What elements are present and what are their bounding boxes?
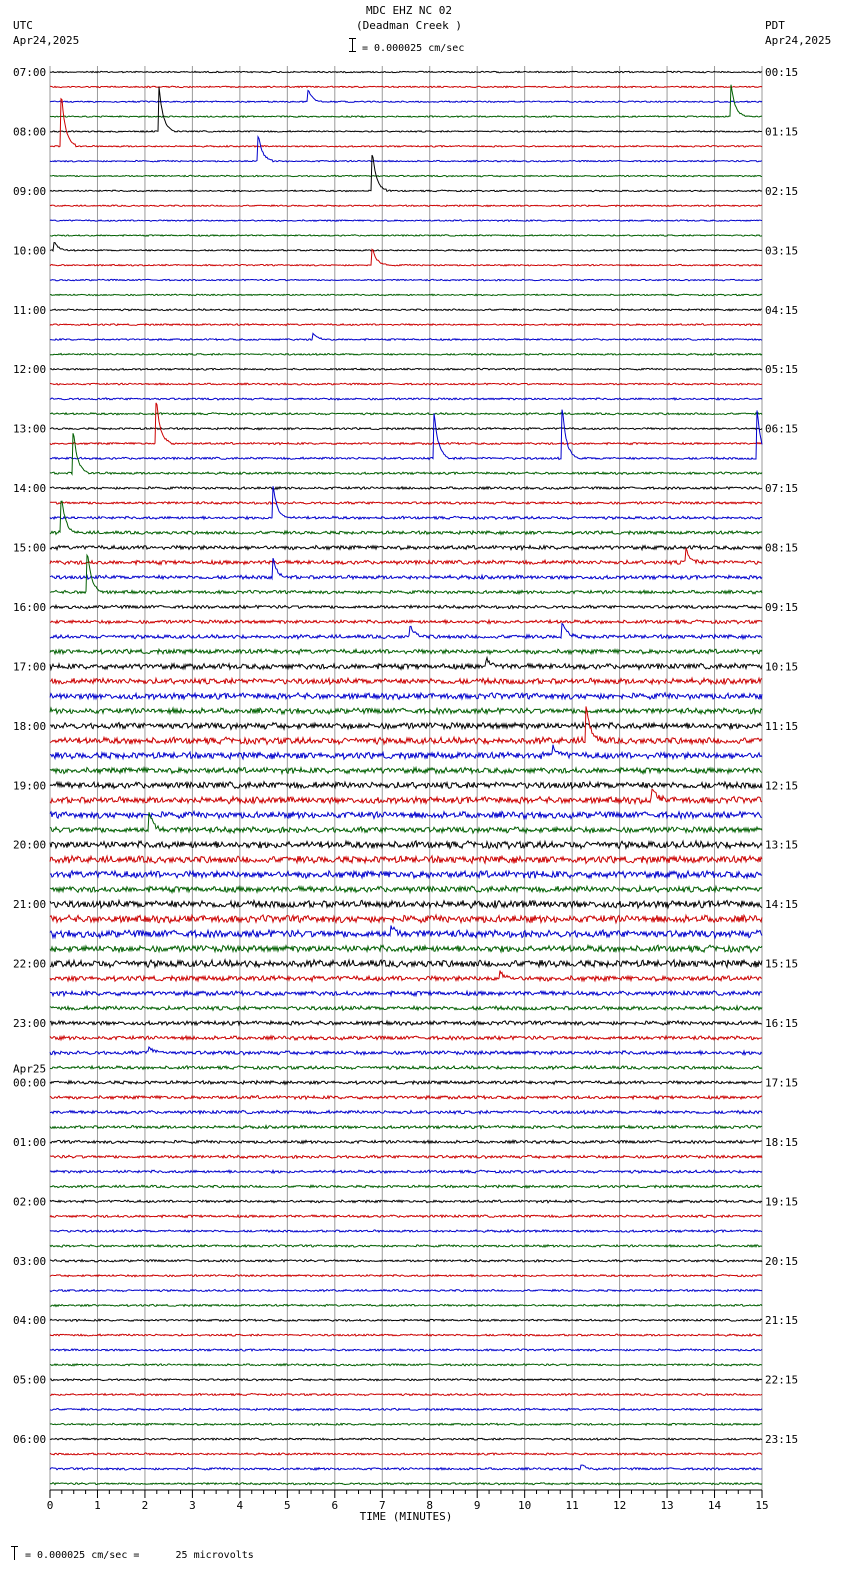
utc-hour-label: 09:00	[13, 184, 47, 198]
trace-row	[50, 294, 762, 296]
trace-row	[50, 658, 762, 670]
x-tick-label: 5	[284, 1499, 291, 1512]
trace-row	[50, 624, 762, 639]
trace-row	[50, 1230, 762, 1232]
trace-row	[50, 1170, 762, 1173]
trace-row	[50, 745, 762, 759]
trace-row	[50, 137, 762, 162]
utc-hour-label: 16:00	[13, 600, 47, 614]
trace-row	[50, 85, 762, 118]
trace-row	[50, 1140, 762, 1143]
trace-row	[50, 1349, 762, 1351]
footer-scale-label: = 0.000025 cm/sec = 25 microvolts	[25, 1550, 254, 1561]
trace-row	[50, 991, 762, 996]
trace-row	[50, 433, 762, 474]
trace-row	[50, 678, 762, 684]
pdt-hour-label: 11:15	[765, 719, 799, 733]
trace-row	[50, 620, 762, 624]
trace-row	[50, 1408, 762, 1410]
pdt-hour-label: 09:15	[765, 600, 799, 614]
pdt-hour-label: 18:15	[765, 1135, 799, 1149]
footer-scale-bar-cap	[11, 1546, 18, 1547]
trace-row	[50, 155, 762, 192]
x-tick-label: 12	[612, 1499, 627, 1512]
trace-row	[50, 548, 762, 564]
trace-row	[50, 871, 762, 878]
trace-row	[50, 782, 762, 789]
right-date: Apr24,2025	[765, 34, 832, 47]
pdt-hour-label: 08:15	[765, 541, 799, 555]
trace-row	[50, 410, 762, 460]
trace-row	[50, 915, 762, 923]
pdt-hour-label: 20:15	[765, 1254, 799, 1268]
trace-row	[50, 1393, 762, 1395]
trace-row	[50, 90, 762, 102]
pdt-hour-label: 05:15	[765, 363, 799, 377]
x-tick-label: 6	[331, 1499, 339, 1512]
trace-row	[50, 249, 762, 266]
trace-row	[50, 545, 762, 549]
utc-hour-label: 19:00	[13, 779, 47, 793]
pdt-hour-label: 03:15	[765, 244, 799, 258]
x-tick-label: 7	[378, 1499, 386, 1512]
trace-row	[50, 1110, 762, 1113]
trace-row	[50, 1006, 762, 1010]
trace-row	[50, 383, 762, 385]
scale-label: = 0.000025 cm/sec	[362, 43, 465, 54]
pdt-hour-label: 16:15	[765, 1017, 799, 1031]
footer-scale-bar-icon	[14, 1546, 15, 1560]
utc-hour-label: 14:00	[13, 482, 47, 496]
trace-row	[50, 1275, 762, 1277]
trace-row	[50, 1423, 762, 1425]
trace-row	[50, 1047, 762, 1055]
pdt-hour-label: 17:15	[765, 1076, 799, 1090]
pdt-hour-label: 01:15	[765, 125, 799, 139]
pdt-hour-label: 00:15	[765, 66, 799, 79]
trace-row	[50, 1155, 762, 1158]
trace-row	[50, 841, 762, 849]
utc-hour-label: 22:00	[13, 957, 47, 971]
trace-row	[50, 971, 762, 982]
utc-hour-label: 04:00	[13, 1314, 47, 1328]
trace-row	[50, 487, 762, 490]
utc-hour-label: 11:00	[13, 303, 47, 317]
pdt-hour-label: 13:15	[765, 838, 799, 852]
trace-row	[50, 99, 762, 147]
trace-row	[50, 368, 762, 370]
trace-row	[50, 398, 762, 400]
trace-row	[50, 1215, 762, 1218]
trace-row	[50, 1379, 762, 1381]
utc-hour-label: 07:00	[13, 66, 47, 79]
trace-row	[50, 768, 762, 774]
utc-hour-label: 10:00	[13, 244, 47, 258]
trace-row	[50, 811, 762, 818]
trace-row	[50, 789, 762, 803]
utc-hour-label: 21:00	[13, 898, 47, 912]
x-tick-label: 9	[473, 1499, 481, 1512]
trace-row	[50, 428, 762, 430]
trace-row	[50, 925, 762, 937]
utc-hour-label: 17:00	[13, 660, 47, 674]
x-tick-label: 3	[189, 1499, 196, 1512]
utc-hour-label: 01:00	[13, 1135, 47, 1149]
trace-row	[50, 502, 762, 505]
pdt-hour-label: 10:15	[765, 660, 799, 674]
trace-row	[50, 1021, 762, 1025]
trace-rows	[50, 71, 762, 1485]
x-axis-title: TIME (MINUTES)	[359, 1510, 453, 1523]
trace-row	[50, 86, 762, 88]
trace-row	[50, 856, 762, 864]
utc-hour-label: 23:00	[13, 1017, 47, 1031]
pdt-hour-label: 14:15	[765, 898, 799, 912]
trace-row	[50, 900, 762, 908]
x-tick-label: 4	[236, 1499, 244, 1512]
utc-hour-label: 00:00	[13, 1076, 47, 1090]
x-tick-label: 0	[46, 1499, 54, 1512]
x-tick-label: 14	[707, 1499, 722, 1512]
trace-row	[50, 1260, 762, 1262]
pdt-hour-label: 21:15	[765, 1314, 799, 1328]
utc-hour-label: 12:00	[13, 363, 47, 377]
pdt-hour-label: 22:15	[765, 1373, 799, 1387]
pdt-hour-label: 02:15	[765, 184, 799, 198]
trace-row	[50, 220, 762, 222]
trace-row	[50, 1081, 762, 1084]
utc-hour-label: 05:00	[13, 1373, 47, 1387]
trace-row	[50, 1289, 762, 1291]
trace-row	[50, 1096, 762, 1099]
trace-row	[50, 945, 762, 952]
pdt-hour-label: 19:15	[765, 1195, 799, 1209]
trace-row	[50, 1483, 762, 1485]
utc-hour-label: 03:00	[13, 1254, 47, 1268]
trace-row	[50, 649, 762, 654]
x-tick-label: 13	[660, 1499, 674, 1512]
x-tick-label: 2	[141, 1499, 149, 1512]
trace-row	[50, 1453, 762, 1455]
trace-row	[50, 324, 762, 326]
pdt-hour-label: 06:15	[765, 422, 799, 436]
trace-row	[50, 309, 762, 311]
trace-row	[50, 1438, 762, 1440]
utc-hour-label: 08:00	[13, 125, 47, 139]
trace-row	[50, 353, 762, 355]
pdt-hour-label: 15:15	[765, 957, 799, 971]
trace-row	[50, 1319, 762, 1321]
trace-row	[50, 1465, 762, 1470]
utc-hour-label: 18:00	[13, 719, 47, 733]
trace-row	[50, 708, 762, 714]
left-timezone: UTC	[13, 19, 33, 32]
pdt-hour-label: 12:15	[765, 779, 799, 793]
x-tick-label: 11	[565, 1499, 579, 1512]
trace-row	[50, 693, 762, 700]
trace-row	[50, 71, 762, 73]
site-title: (Deadman Creek )	[356, 19, 462, 32]
trace-row	[50, 1066, 762, 1070]
utc-hour-label: 02:00	[13, 1195, 47, 1209]
trace-row	[50, 87, 762, 132]
trace-row	[50, 1304, 762, 1306]
trace-row	[50, 886, 762, 892]
x-tick-label: 1	[94, 1499, 101, 1512]
left-date: Apr24,2025	[13, 34, 80, 47]
trace-row	[50, 235, 762, 237]
x-axis	[47, 1490, 769, 1523]
station-title: MDC EHZ NC 02	[365, 4, 453, 17]
trace-row	[50, 413, 762, 415]
trace-row	[50, 1200, 762, 1203]
trace-row	[50, 723, 762, 730]
trace-row	[50, 243, 762, 252]
trace-row	[50, 960, 762, 968]
trace-row	[50, 605, 762, 609]
utc-hour-label: 20:00	[13, 838, 47, 852]
trace-row	[50, 1245, 762, 1247]
trace-row	[50, 1334, 762, 1336]
trace-row	[50, 205, 762, 207]
right-timezone: PDT	[765, 19, 785, 32]
utc-hour-label: 13:00	[13, 422, 47, 436]
trace-row	[50, 279, 762, 281]
utc-hour-label: 15:00	[13, 541, 47, 555]
utc-date-label: Apr25	[13, 1062, 47, 1076]
trace-row	[50, 333, 762, 340]
pdt-hour-label: 04:15	[765, 303, 799, 317]
trace-row	[50, 1364, 762, 1366]
trace-row	[50, 1125, 762, 1128]
x-tick-label: 10	[518, 1499, 532, 1512]
x-tick-label: 8	[426, 1499, 434, 1512]
x-tick-label: 15	[755, 1499, 769, 1512]
utc-hour-label: 06:00	[13, 1433, 47, 1447]
pdt-hour-label: 07:15	[765, 482, 799, 496]
trace-row	[50, 403, 762, 445]
trace-row	[50, 1185, 762, 1188]
trace-row	[50, 1036, 762, 1040]
trace-row	[50, 175, 762, 177]
pdt-hour-label: 23:15	[765, 1433, 799, 1447]
